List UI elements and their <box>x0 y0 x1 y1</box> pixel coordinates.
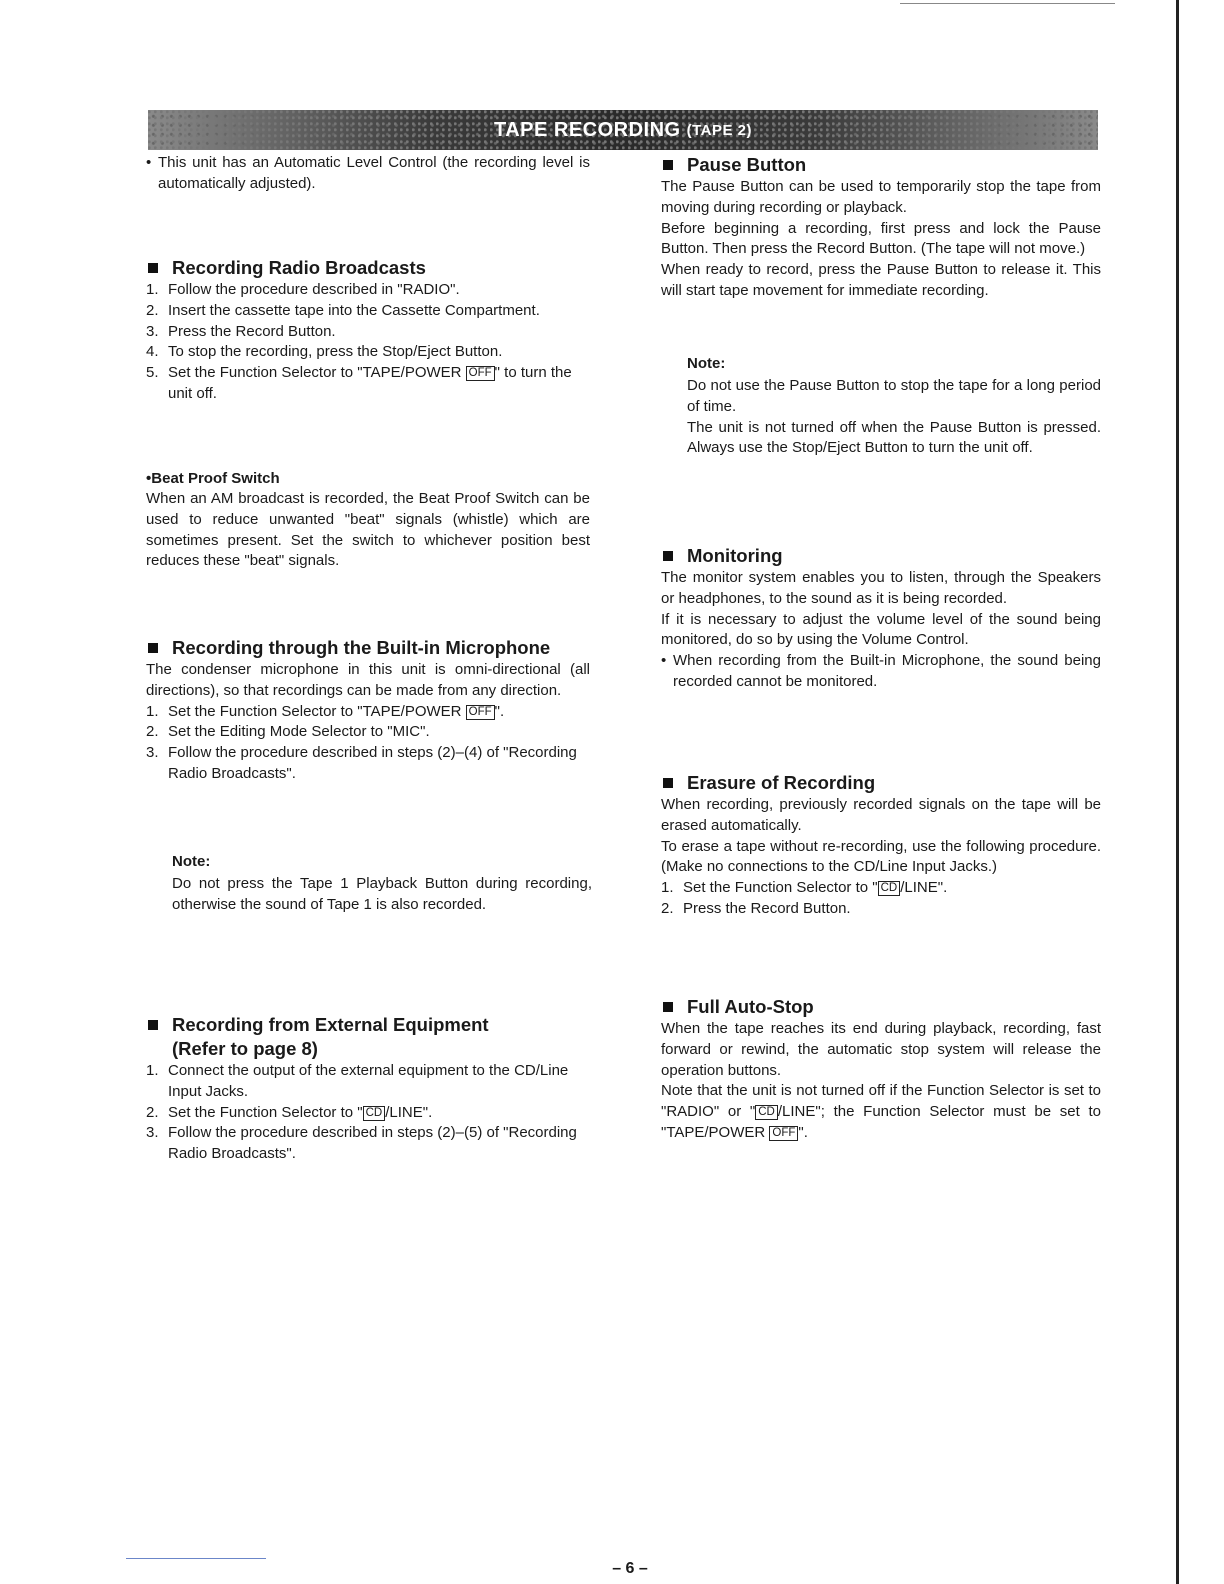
section-full-auto-stop <box>661 995 1101 1144</box>
bullet-icon: • <box>661 652 667 670</box>
list-item: 2. Set the Function Selector to " CD /LINE". <box>146 1103 433 1121</box>
section-builtin-mic <box>146 636 590 785</box>
square-bullet-icon <box>148 643 158 653</box>
section-monitoring <box>661 544 1101 693</box>
list-item: 1. Connect the output of the external equipment to the CD/Line Input Jacks. <box>146 1062 569 1100</box>
list-item: 2. Press the Record Button. <box>661 899 851 917</box>
list-item: 1. Set the Function Selector to "TAPE/POWER OFF ". <box>146 702 505 720</box>
cd-symbol-icon: CD <box>363 1106 386 1121</box>
section-heading: Recording Radio Broadcasts <box>172 257 426 278</box>
scan-edge-border <box>1176 0 1179 1584</box>
paragraph: If it is necessary to adjust the volume level of the sound being monitored, do so by using the Volume Control. <box>661 610 1101 649</box>
intro-text: This unit has an Automatic Level Control (the recording level is automatically adjusted). <box>158 154 590 192</box>
section-subheading: Beat Proof Switch <box>151 470 280 487</box>
banner-title: TAPE RECORDING <box>493 118 681 141</box>
paragraph: Note that the unit is not turned off if the Function Selector is set to "RADIO" or " CD /LINE"; the Function Selector must be set to "TAPE/POWER OFF ". <box>661 1082 1101 1141</box>
section-heading: Monitoring <box>687 545 783 566</box>
section-heading: Recording through the Built-in Microphone <box>172 637 551 658</box>
section-external-equipment <box>146 1013 590 1165</box>
pause-note <box>661 353 1101 459</box>
list-item: 1. Set the Function Selector to " CD /LINE". <box>661 879 948 897</box>
cd-symbol-icon: CD <box>755 1105 778 1120</box>
note-text: Do not press the Tape 1 Playback Button during recording, otherwise the sound of Tape 1 is also recorded. <box>172 875 592 913</box>
page-number: – 6 – <box>612 1560 648 1577</box>
paragraph: Before beginning a recording, first press and lock the Pause Button. Then press the Record Button. (The tape will not move.) <box>661 219 1101 258</box>
paragraph: When recording, previously recorded signals on the tape will be erased automatically. <box>661 796 1101 834</box>
section-heading: Full Auto-Stop <box>687 996 814 1017</box>
banner-subtitle: (TAPE 2) <box>686 121 753 139</box>
square-bullet-icon <box>663 778 673 788</box>
list-item: 2. Set the Editing Mode Selector to "MIC". <box>146 723 430 741</box>
bullet-text: When recording from the Built-in Microphone, the sound being recorded cannot be monitored. <box>673 652 1101 690</box>
bullet-icon: • <box>146 470 152 487</box>
list-item: 2. Insert the cassette tape into the Cassette Compartment. <box>146 301 540 319</box>
scan-edge-line <box>900 3 1115 4</box>
section-heading: Erasure of Recording <box>687 772 876 793</box>
cd-symbol-icon: CD <box>878 881 901 896</box>
section-recording-radio <box>146 256 590 405</box>
note-heading: Note: <box>172 853 211 870</box>
paragraph: The monitor system enables you to listen, through the Speakers or headphones, to the sound as it is being recorded. <box>661 569 1101 607</box>
paragraph: When ready to record, press the Pause Button to release it. This will start tape movement for immediate recording. <box>661 261 1101 299</box>
list-item: 3. Follow the procedure described in steps (2)–(5) of "Recording Radio Broadcasts". <box>146 1124 577 1163</box>
paragraph: The condenser microphone in this unit is omni-directional (all directions), so that recordings can be made from any direction. <box>146 661 590 699</box>
section-erasure <box>661 771 1101 920</box>
note-heading: Note: <box>687 355 726 372</box>
off-symbol-icon: OFF <box>466 705 495 720</box>
square-bullet-icon <box>148 263 158 273</box>
off-symbol-icon: OFF <box>466 366 495 381</box>
section-heading: Recording from External Equipment <box>172 1014 489 1035</box>
list-item: 3. Press the Record Button. <box>146 322 336 340</box>
mic-note <box>146 851 592 916</box>
paragraph: When the tape reaches its end during playback, recording, fast forward or rewind, the automatic stop system will release the operation buttons. <box>661 1020 1101 1079</box>
intro-block <box>146 153 590 195</box>
section-heading: Pause Button <box>687 154 807 175</box>
square-bullet-icon <box>663 1002 673 1012</box>
square-bullet-icon <box>663 160 673 170</box>
page-banner <box>148 110 1098 150</box>
square-bullet-icon <box>663 551 673 561</box>
note-text: Do not use the Pause Button to stop the tape for a long period of time. <box>687 377 1101 415</box>
off-symbol-icon: OFF <box>769 1126 798 1141</box>
paragraph: To erase a tape without re-recording, use the following procedure. (Make no connections to the CD/Line Input Jacks.) <box>661 837 1101 876</box>
note-text: The unit is not turned off when the Pause Button is pressed. Always use the Stop/Eject Button to turn the unit off. <box>687 418 1101 457</box>
footer-rule <box>126 1558 266 1559</box>
square-bullet-icon <box>148 1020 158 1030</box>
paragraph: The Pause Button can be used to temporarily stop the tape from moving during recording or playback. <box>661 178 1101 216</box>
bullet-icon: • <box>146 154 152 171</box>
section-heading-ref: (Refer to page 8) <box>172 1038 318 1059</box>
section-pause-button <box>661 153 1101 302</box>
paragraph: When an AM broadcast is recorded, the Beat Proof Switch can be used to reduce unwanted "beat" signals (whistle) which are sometimes present. Set the switch to whichever position best reduces these "beat" signals. <box>146 490 590 570</box>
list-item: 3. Follow the procedure described in steps (2)–(4) of "Recording Radio Broadcasts". <box>146 744 577 782</box>
list-item: 4. To stop the recording, press the Stop/Eject Button. <box>146 343 503 361</box>
list-item: 5. Set the Function Selector to "TAPE/POWER OFF " to turn the unit off. <box>146 364 572 402</box>
list-item: 1. Follow the procedure described in "RADIO". <box>146 281 460 298</box>
section-beat-proof <box>146 468 590 572</box>
